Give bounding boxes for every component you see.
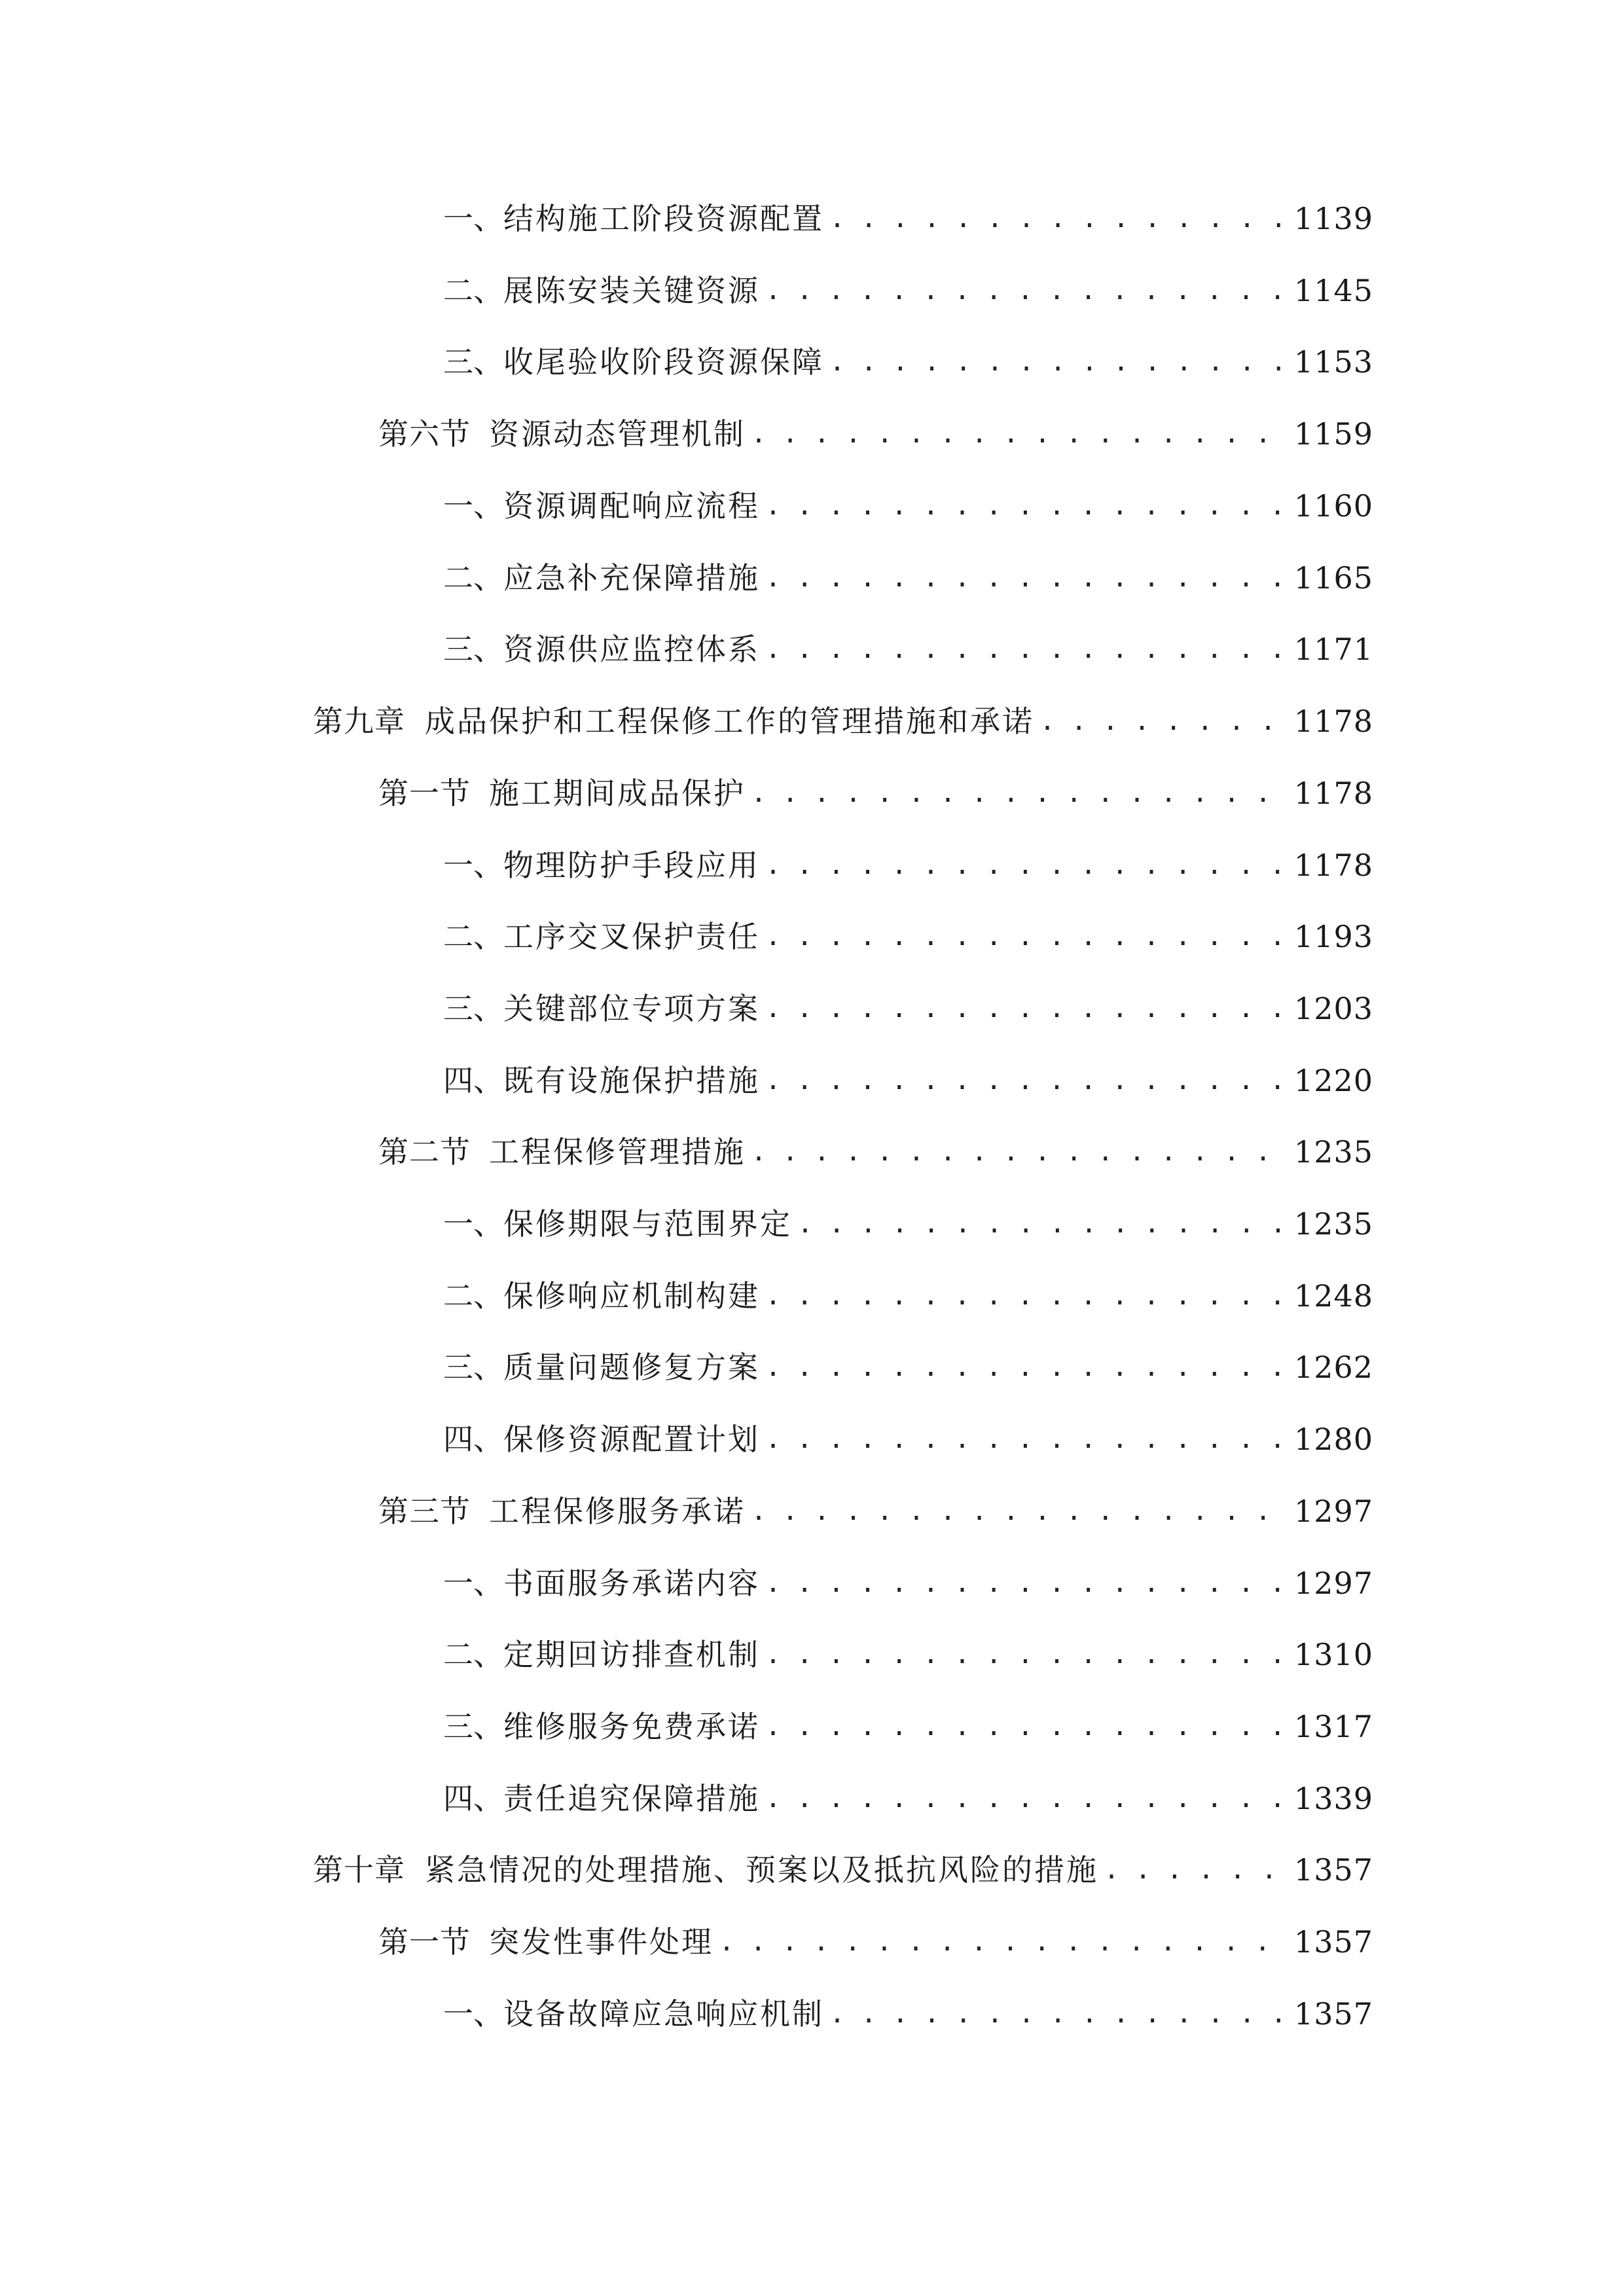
toc-page-number: 1220 [1293, 1063, 1373, 1098]
toc-dot-leader [1104, 1844, 1286, 1896]
toc-page-number: 1178 [1293, 704, 1373, 739]
toc-entry[interactable] [443, 1198, 1373, 1250]
toc-entry-title: 维修服务免费承诺 [503, 1709, 760, 1744]
toc-entry-number: 二、 [443, 1637, 503, 1672]
toc-entry-number: 二、 [443, 919, 503, 954]
toc-page-number: 1262 [1293, 1350, 1373, 1385]
toc-entry-number: 第二节 [378, 1134, 471, 1170]
toc-page-number: 1159 [1293, 416, 1373, 452]
toc-entry[interactable] [443, 839, 1373, 891]
toc-dot-leader [797, 1198, 1286, 1250]
toc-entry-title: 工程保修服务承诺 [489, 1494, 746, 1529]
toc-entry[interactable] [443, 552, 1373, 604]
toc-entry-title: 展陈安装关键资源 [503, 273, 760, 308]
toc-dot-leader [751, 767, 1286, 819]
toc-page-number: 1178 [1293, 776, 1373, 811]
toc-page-number: 1310 [1293, 1637, 1373, 1672]
toc-entry-number: 三、 [443, 1350, 503, 1385]
toc-entry[interactable] [443, 623, 1373, 675]
toc-dot-leader [751, 1485, 1286, 1537]
toc-entry[interactable] [443, 264, 1373, 317]
toc-entry-title: 质量问题修复方案 [503, 1350, 760, 1385]
toc-entry[interactable] [443, 192, 1373, 245]
toc-entry[interactable] [378, 767, 1373, 819]
toc-entry-title: 施工期间成品保护 [489, 776, 746, 811]
toc-dot-leader [765, 1557, 1286, 1609]
toc-page-number: 1145 [1293, 273, 1373, 308]
toc-entry-title: 书面服务承诺内容 [503, 1566, 760, 1601]
toc-dot-leader [765, 1054, 1286, 1107]
toc-entry-number: 一、 [443, 201, 503, 236]
toc-entry-title: 成品保护和工程保修工作的管理措施和承诺 [425, 704, 1034, 739]
toc-dot-leader [765, 264, 1286, 317]
toc-page-number: 1248 [1293, 1278, 1373, 1314]
toc-entry-number: 三、 [443, 632, 503, 667]
toc-dot-leader [765, 910, 1286, 963]
toc-entry[interactable] [443, 1772, 1373, 1825]
toc-page-number: 1153 [1293, 344, 1373, 380]
toc-dot-leader [829, 1988, 1286, 2040]
toc-entry-title: 紧急情况的处理措施、预案以及抵抗风险的措施 [425, 1852, 1098, 1888]
toc-page-number: 1317 [1293, 1709, 1373, 1744]
toc-page-number: 1139 [1293, 201, 1373, 236]
toc-page-number: 1193 [1293, 919, 1373, 954]
toc-entry-number: 四、 [443, 1781, 503, 1816]
toc-entry-number: 第一节 [378, 1924, 471, 1960]
toc-entry-number: 三、 [443, 991, 503, 1026]
toc-page-number: 1357 [1293, 1996, 1373, 2032]
toc-entry-number: 一、 [443, 1206, 503, 1242]
toc-page-number: 1203 [1293, 991, 1373, 1026]
toc-entry-title: 资源调配响应流程 [503, 488, 760, 524]
toc-entry[interactable] [443, 336, 1373, 388]
toc-entry[interactable] [443, 1341, 1373, 1393]
toc-entry-number: 四、 [443, 1063, 503, 1098]
toc-dot-leader [765, 1700, 1286, 1753]
toc-page-number: 1235 [1293, 1206, 1373, 1242]
toc-entry[interactable] [443, 1270, 1373, 1322]
toc-page-number: 1160 [1293, 488, 1373, 524]
toc-entry-title: 保修期限与范围界定 [503, 1206, 792, 1242]
toc-entry[interactable] [378, 1916, 1373, 1968]
toc-entry[interactable] [313, 695, 1373, 747]
toc-page-number: 1235 [1293, 1134, 1373, 1170]
toc-dot-leader [765, 1270, 1286, 1322]
toc-entry-title: 资源供应监控体系 [503, 632, 760, 667]
toc-entry-number: 第三节 [378, 1494, 471, 1529]
toc-entry[interactable] [443, 910, 1373, 963]
toc-entry-number: 三、 [443, 344, 503, 380]
toc-dot-leader [765, 1341, 1286, 1393]
toc-entry-title: 设备故障应急响应机制 [503, 1996, 824, 2032]
toc-dot-leader [765, 1413, 1286, 1465]
toc-entry-number: 一、 [443, 488, 503, 524]
toc-page-number: 1165 [1293, 560, 1373, 596]
toc-entry[interactable] [443, 1054, 1373, 1107]
toc-entry-title: 工序交叉保护责任 [503, 919, 760, 954]
toc-entry[interactable] [378, 1126, 1373, 1178]
toc-dot-leader [765, 623, 1286, 675]
toc-page-number: 1297 [1293, 1566, 1373, 1601]
toc-entry[interactable] [443, 1628, 1373, 1681]
toc-entry-number: 第六节 [378, 416, 471, 452]
toc-entry-title: 工程保修管理措施 [489, 1134, 746, 1170]
toc-entry-number: 四、 [443, 1422, 503, 1457]
toc-entry-number: 第一节 [378, 776, 471, 811]
toc-dot-leader [751, 408, 1286, 460]
toc-page-number: 1297 [1293, 1494, 1373, 1529]
toc-entry-number: 三、 [443, 1709, 503, 1744]
toc-dot-leader [1039, 695, 1286, 747]
toc-entry[interactable] [378, 408, 1373, 460]
toc-dot-leader [829, 336, 1286, 388]
toc-entry[interactable] [443, 1557, 1373, 1609]
toc-entry-number: 二、 [443, 1278, 503, 1314]
toc-dot-leader [765, 552, 1286, 604]
toc-dot-leader [751, 1126, 1286, 1178]
toc-page-number: 1280 [1293, 1422, 1373, 1457]
toc-entry-number: 第十章 [313, 1852, 405, 1888]
toc-entry-title: 定期回访排查机制 [503, 1637, 760, 1672]
toc-entry-number: 二、 [443, 273, 503, 308]
toc-entry-title: 关键部位专项方案 [503, 991, 760, 1026]
toc-dot-leader [765, 839, 1286, 891]
toc-entry-number: 一、 [443, 1566, 503, 1601]
toc-entry-title: 突发性事件处理 [489, 1924, 713, 1960]
toc-dot-leader [719, 1916, 1286, 1968]
toc-dot-leader [765, 1628, 1286, 1681]
toc-entry-title: 责任追究保障措施 [503, 1781, 760, 1816]
toc-entry[interactable] [313, 1844, 1373, 1896]
toc-entry-title: 保修资源配置计划 [503, 1422, 760, 1457]
toc-entry[interactable] [443, 982, 1373, 1035]
toc-entry-title: 保修响应机制构建 [503, 1278, 760, 1314]
toc-page-number: 1178 [1293, 848, 1373, 883]
toc-entry-title: 物理防护手段应用 [503, 848, 760, 883]
toc-entry-number: 二、 [443, 560, 503, 596]
toc-entry[interactable] [443, 480, 1373, 532]
toc-page-number: 1339 [1293, 1781, 1373, 1816]
toc-entry[interactable] [378, 1485, 1373, 1537]
toc-entry-title: 结构施工阶段资源配置 [503, 201, 824, 236]
toc-entry-title: 应急补充保障措施 [503, 560, 760, 596]
toc-entry-title: 既有设施保护措施 [503, 1063, 760, 1098]
toc-entry-number: 一、 [443, 848, 503, 883]
toc-dot-leader [765, 480, 1286, 532]
toc-entry-number: 第九章 [313, 704, 405, 739]
toc-entry-title: 收尾验收阶段资源保障 [503, 344, 824, 380]
toc-page-number: 1357 [1293, 1852, 1373, 1888]
toc-entry[interactable] [443, 1988, 1373, 2040]
toc-dot-leader [765, 1772, 1286, 1825]
toc-page-number: 1357 [1293, 1924, 1373, 1960]
toc-entry-number: 一、 [443, 1996, 503, 2032]
toc-dot-leader [829, 192, 1286, 245]
toc-entry[interactable] [443, 1413, 1373, 1465]
toc-entry[interactable] [443, 1700, 1373, 1753]
toc-entry-title: 资源动态管理机制 [489, 416, 746, 452]
toc-dot-leader [765, 982, 1286, 1035]
toc-page-number: 1171 [1293, 632, 1373, 667]
